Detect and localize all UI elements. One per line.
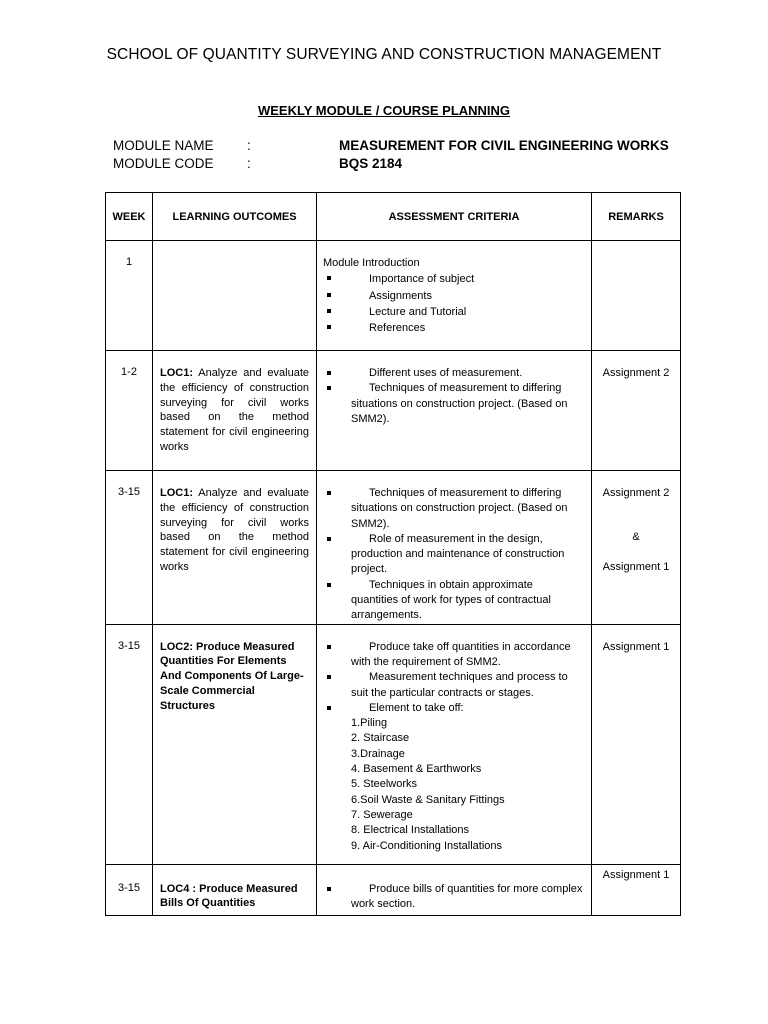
list-item: 5. Steelworks bbox=[351, 778, 418, 791]
table-row bbox=[106, 241, 681, 351]
list-item: 9. Air-Conditioning Installations bbox=[351, 839, 503, 852]
module-introduction-heading: Module Introduction bbox=[323, 257, 420, 269]
criteria-list bbox=[323, 366, 583, 427]
list-item: Produce take off quantities in accordance with the requirement of SMM2. bbox=[323, 640, 583, 671]
remarks-cell: Assignment 1 bbox=[592, 624, 681, 864]
header-week: WEEK bbox=[106, 193, 153, 241]
list-item: Assignments bbox=[323, 288, 583, 304]
intro-list bbox=[323, 271, 583, 336]
learning-outcome-cell bbox=[153, 624, 317, 864]
lo-text: Produce Measured Quantities For Elements And Components Of Large-Scale Commercial Structures bbox=[160, 640, 304, 712]
learning-outcome-cell bbox=[153, 351, 317, 471]
module-code-colon: : bbox=[247, 156, 251, 171]
list-item: 3.Drainage bbox=[351, 747, 405, 760]
module-name-value: MEASUREMENT FOR CIVIL ENGINEERING WORKS bbox=[339, 138, 669, 153]
remark-ampersand: & bbox=[632, 531, 640, 543]
lo-code: LOC1: bbox=[160, 367, 193, 379]
planning-table bbox=[105, 192, 681, 916]
module-name-colon: : bbox=[247, 138, 251, 153]
assessment-cell bbox=[317, 624, 592, 864]
header-remarks: REMARKS bbox=[592, 193, 681, 241]
criteria-list bbox=[323, 486, 583, 624]
remark-assignment-1: Assignment 1 bbox=[602, 561, 670, 573]
table-row bbox=[106, 864, 681, 915]
remarks-cell bbox=[592, 241, 681, 351]
element-list bbox=[323, 716, 583, 854]
list-item: Techniques of measurement to differing situations on construction project. (Based on SMM2). bbox=[323, 486, 583, 532]
lo-code: LOC2: bbox=[160, 640, 193, 653]
lo-text: Analyze and evaluate the efficiency of construction surveying for civil works based on the method statement for civil engineering works bbox=[160, 487, 309, 573]
list-item: 4. Basement & Earthworks bbox=[351, 763, 482, 776]
assessment-cell bbox=[317, 241, 592, 351]
table-row bbox=[106, 624, 681, 864]
header-learning-outcomes: LEARNING OUTCOMES bbox=[153, 193, 317, 241]
lo-text: Analyze and evaluate the efficiency of construction surveying for civil works based on the method statement for civil engineering works bbox=[160, 367, 309, 453]
header-assessment-criteria: ASSESSMENT CRITERIA bbox=[317, 193, 592, 241]
school-title: SCHOOL OF QUANTITY SURVEYING AND CONSTRUCTION MANAGEMENT bbox=[106, 46, 662, 63]
list-item: 2. Staircase bbox=[351, 732, 410, 745]
list-item: Element to take off: bbox=[323, 701, 583, 716]
list-item: Role of measurement in the design, production and maintenance of construction project. bbox=[323, 532, 583, 578]
list-item: 8. Electrical Installations bbox=[351, 824, 469, 837]
module-name-label: MODULE NAME bbox=[113, 138, 214, 153]
lo-code: LOC1: bbox=[160, 487, 193, 499]
assessment-cell bbox=[317, 351, 592, 471]
week-cell: 3-15 bbox=[106, 471, 153, 625]
learning-outcome-cell bbox=[153, 471, 317, 625]
table-row bbox=[106, 471, 681, 625]
week-cell: 1-2 bbox=[106, 351, 153, 471]
criteria-list bbox=[323, 882, 583, 913]
table-header-row bbox=[106, 193, 681, 241]
learning-outcome-cell bbox=[153, 864, 317, 915]
criteria-list bbox=[323, 640, 583, 716]
planning-subtitle: WEEKLY MODULE / COURSE PLANNING bbox=[257, 103, 511, 118]
list-item: Techniques of measurement to differing situations on construction project. (Based on SMM2). bbox=[323, 381, 583, 427]
list-item: References bbox=[323, 320, 583, 336]
assessment-cell bbox=[317, 471, 592, 625]
remark-assignment-2: Assignment 2 bbox=[602, 487, 670, 499]
table-row bbox=[106, 351, 681, 471]
remarks-cell: Assignment 1 bbox=[592, 864, 681, 915]
assessment-cell bbox=[317, 864, 592, 915]
lo-code: LOC4 : bbox=[160, 882, 197, 895]
learning-outcome-cell bbox=[153, 241, 317, 351]
list-item: Measurement techniques and process to suit the particular contracts or stages. bbox=[323, 670, 583, 701]
list-item: 7. Sewerage bbox=[351, 808, 413, 821]
week-cell: 3-15 bbox=[106, 624, 153, 864]
module-code-value: BQS 2184 bbox=[339, 156, 403, 171]
module-code-label: MODULE CODE bbox=[113, 156, 214, 171]
list-item: Lecture and Tutorial bbox=[323, 304, 583, 320]
list-item: 6.Soil Waste & Sanitary Fittings bbox=[351, 793, 505, 806]
list-item: Different uses of measurement. bbox=[323, 366, 583, 381]
list-item: Produce bills of quantities for more complex work section. bbox=[323, 882, 583, 913]
remarks-cell: Assignment 2 bbox=[592, 351, 681, 471]
list-item: Importance of subject bbox=[323, 271, 583, 287]
week-cell: 1 bbox=[106, 241, 153, 351]
remarks-cell bbox=[592, 471, 681, 625]
list-item: Techniques in obtain approximate quantities of work for types of contractual arrangements. bbox=[323, 578, 583, 624]
lo-text: Produce Measured Bills Of Quantities bbox=[160, 882, 298, 910]
list-item: 1.Piling bbox=[351, 717, 388, 730]
week-cell: 3-15 bbox=[106, 864, 153, 915]
